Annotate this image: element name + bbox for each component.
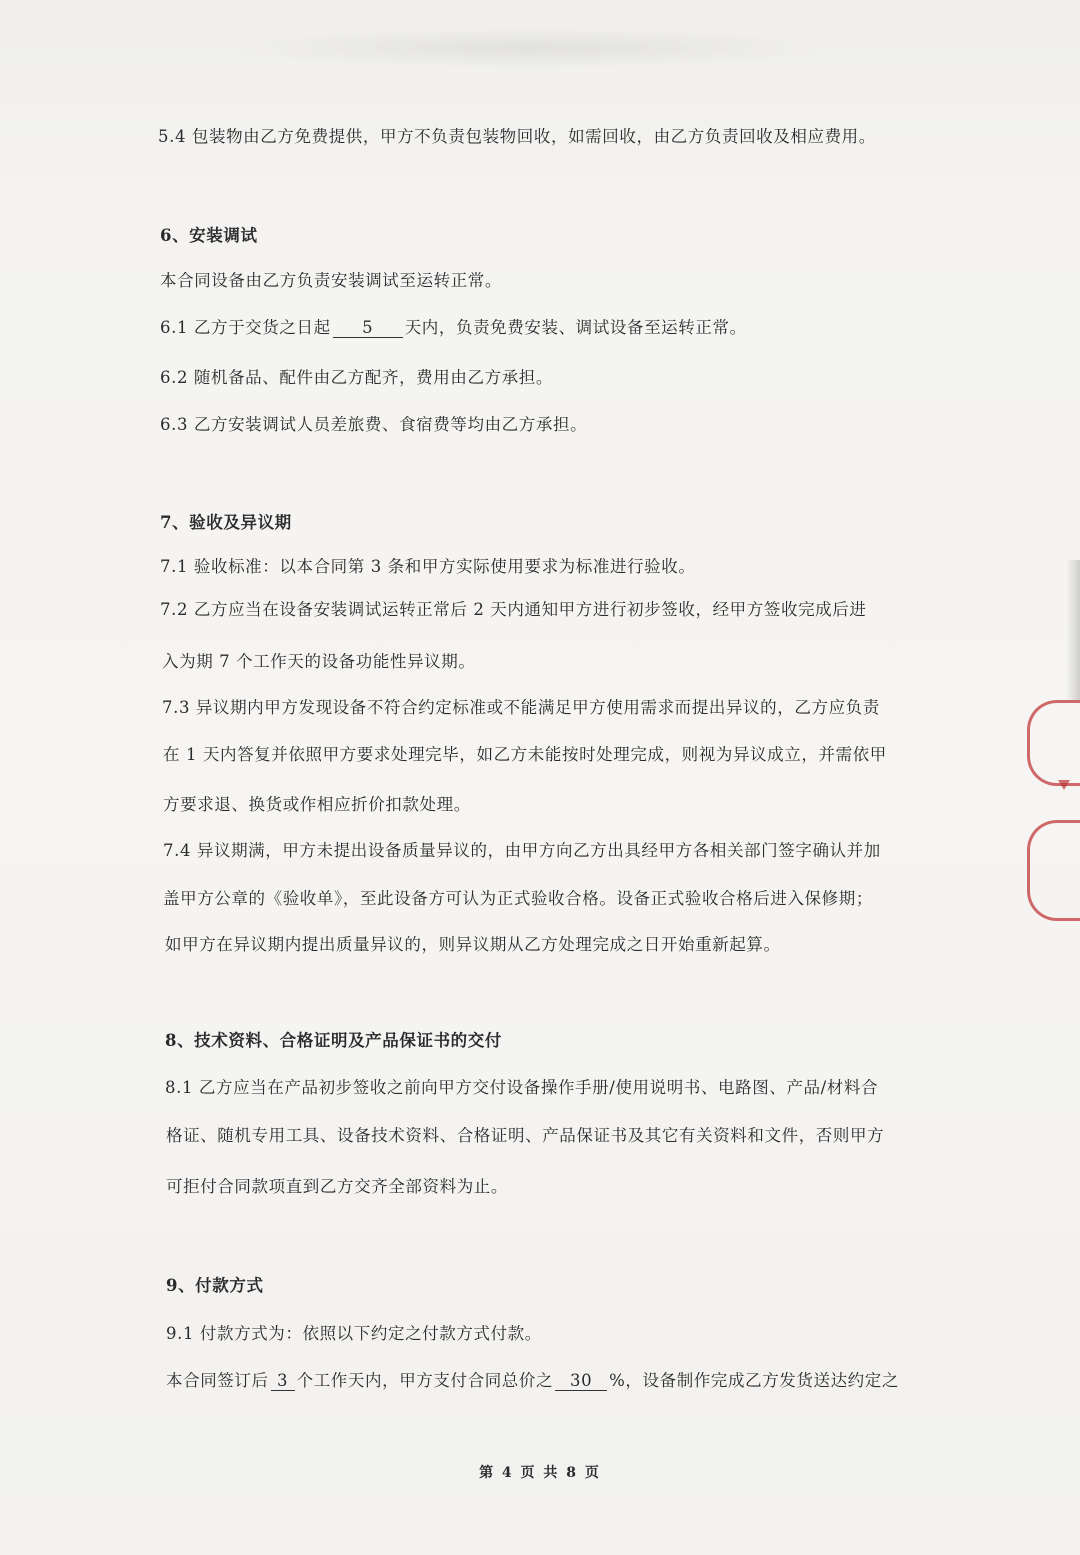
clause-6-1 — [160, 317, 747, 339]
clause-5-4: 5.4 包装物由乙方免费提供，甲方不负责包装物回收，如需回收，由乙方负责回收及相应费用。 — [158, 127, 876, 146]
clause-8-1-line3: 可拒付合同款项直到乙方交齐全部资料为止。 — [166, 1177, 508, 1196]
section-7-heading: 7、验收及异议期 — [160, 513, 292, 532]
payment-suffix: %，设备制作完成乙方发货送达约定之 — [609, 1371, 899, 1390]
clause-7-2-line1: 7.2 乙方应当在设备安装调试运转正常后 2 天内通知甲方进行初步签收，经甲方签收完成后进 — [160, 600, 867, 619]
clause-9-1: 9.1 付款方式为：依照以下约定之付款方式付款。 — [166, 1324, 542, 1343]
section-6-heading: 6、安装调试 — [160, 226, 258, 245]
clause-8-1-line2: 格证、随机专用工具、设备技术资料、合格证明、产品保证书及其它有关资料和文件，否则甲方 — [166, 1126, 885, 1145]
section-9-heading: 9、付款方式 — [166, 1276, 264, 1295]
payment-middle: 个工作天内，甲方支付合同总价之 — [296, 1371, 554, 1390]
clause-7-4-line1: 7.4 异议期满，甲方未提出设备质量异议的，由甲方向乙方出具经甲方各相关部门签字确认并加 — [163, 841, 881, 860]
section-8-heading: 8、技术资料、合格证明及产品保证书的交付 — [165, 1031, 502, 1050]
clause-7-1: 7.1 验收标准：以本合同第 3 条和甲方实际使用要求为标准进行验收。 — [160, 557, 696, 576]
payment-workdays: 3 — [271, 1372, 295, 1391]
clause-6-1-suffix: 天内，负责免费安装、调试设备至运转正常。 — [404, 318, 747, 337]
clause-7-4-line2: 盖甲方公章的《验收单》，至此设备方可认为正式验收合格。设备正式验收合格后进入保修期； — [163, 889, 873, 908]
clause-6-1-days: 5 — [333, 319, 403, 338]
clause-8-1-line1: 8.1 乙方应当在产品初步签收之前向甲方交付设备操作手册/使用说明书、电路图、产品/材料合 — [165, 1078, 879, 1097]
clause-7-3-line3: 方要求退、换货或作相应折价扣款处理。 — [163, 795, 471, 814]
page-number: 第 4 页 共 8 页 — [479, 1465, 601, 1481]
payment-percent: 30 — [555, 1372, 607, 1391]
red-seal-fragment-top — [1027, 700, 1080, 786]
payment-prefix: 本合同签订后 — [166, 1371, 269, 1390]
clause-6-3: 6.3 乙方安装调试人员差旅费、食宿费等均由乙方承担。 — [160, 415, 588, 434]
red-seal-mark — [1058, 780, 1070, 790]
clause-6-1-prefix: 6.1 乙方于交货之日起 — [160, 318, 331, 337]
section-6-intro: 本合同设备由乙方负责安装调试至运转正常。 — [160, 271, 502, 290]
clause-7-2-line2: 入为期 7 个工作天的设备功能性异议期。 — [162, 652, 476, 671]
payment-line — [166, 1370, 899, 1392]
clause-7-3-line2: 在 1 天内答复并依照甲方要求处理完毕，如乙方未能按时处理完成，则视为异议成立，并需依甲 — [163, 745, 887, 764]
red-seal-fragment-bottom — [1027, 820, 1080, 921]
clause-7-3-line1: 7.3 异议期内甲方发现设备不符合约定标准或不能满足甲方使用需求而提出异议的，乙方应负责 — [162, 698, 880, 717]
clause-7-4-line3: 如甲方在异议期内提出质量异议的，则异议期从乙方处理完成之日开始重新起算。 — [165, 935, 781, 954]
clause-6-2: 6.2 随机备品、配件由乙方配齐，费用由乙方承担。 — [160, 368, 553, 387]
